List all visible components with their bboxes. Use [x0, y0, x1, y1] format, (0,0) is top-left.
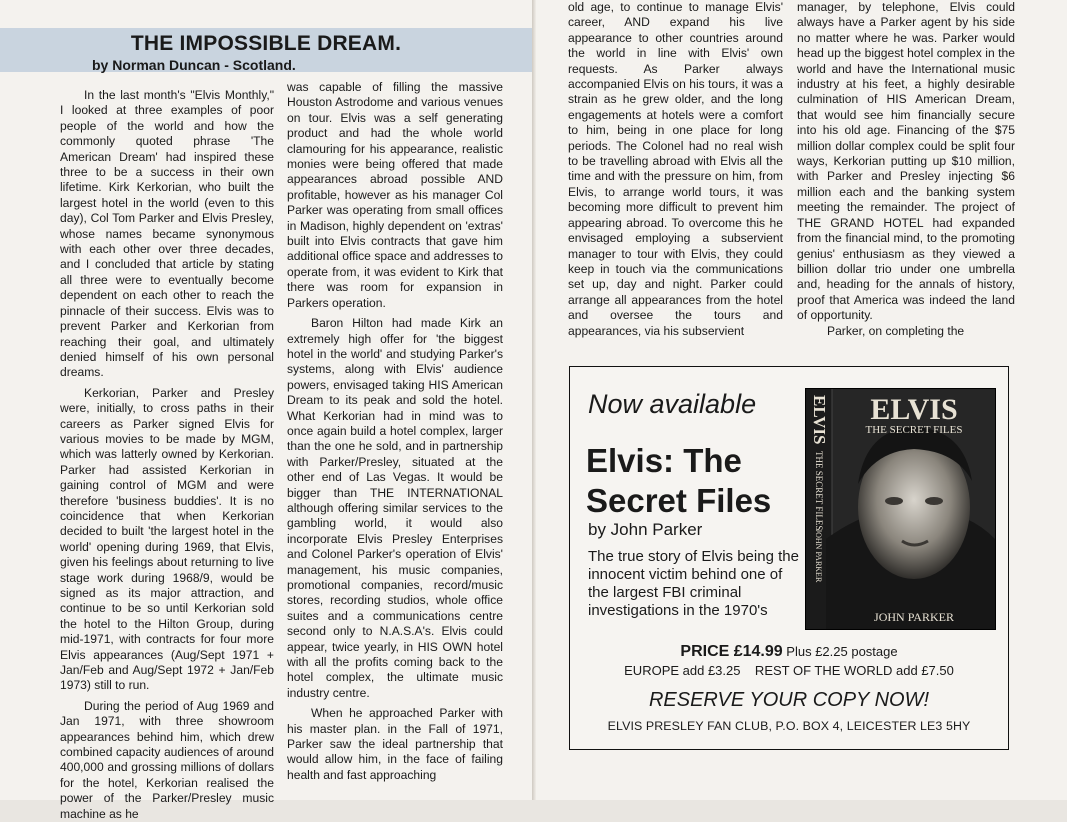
article-title: THE IMPOSSIBLE DREAM.	[130, 32, 402, 55]
paragraph: Kerkorian, Parker and Presley were, initially, to cross paths in their careers as Parker signed Elvis for various movies to be made by MGM, which was latterly owned by Kerkorian. Parker had assisted Kerkorian in gaining control of MGM and were therefore 'business buddies'. It is no coincidence that when Kerkorian decided to built 'the largest hotel in the world' opening during 1969, that Elvis, given his feelings about returning to live stage work during 1968/9, would be signed as its major attraction, and continue to be so until Kerkorian sold the hotel to the Hilton Group, during mid-1971, with contracts for four more Elvis appearances (Aug/Sept 1971 + Jan/Feb and Aug/Sept 1972 + Jan/Feb 1973) still to run.	[60, 385, 274, 693]
reserve-heading: RESERVE YOUR COPY NOW!	[648, 689, 930, 711]
postage-note: Plus £2.25 postage	[786, 644, 898, 659]
article-byline: by Norman Duncan - Scotland.	[92, 57, 296, 73]
article-column-3	[568, 0, 783, 339]
paragraph: Baron Hilton had made Kirk an extremely high offer for 'the biggest hotel in the world' and studying Parker's systems, along with Elvis' audience powers, envisaged taking HIS American Dream to its peak and sold the hotel. What Kerkorian had in mind was to once again build a hotel complex, larger than the one he sold, and in partnership with Parker/Presley, situated at the other end of Las Vegas. It would be bigger than THE INTERNATIONAL although offering similar services to the gambling world, it would also incorporate Elvis Presley Enterprises and Colonel Parker's operation of Elvis' management, his music companies, promotional companies, record/music stores, recording studios, whole office suites and a communications centre second only to N.A.S.A's. Elvis could appear, twice yearly, in HIS OWN hotel with all the profits coming back to the hotel complex, the ultimate music industry centre.	[287, 316, 503, 700]
paragraph: In the last month's "Elvis Monthly," I looked at three examples of poor people of the world and how the commonly quoted phrase 'The American Dream' had inspired these three to be a success in their own lifetime. Kirk Kerkorian, who built the largest hotel in the world (even to this day), Col Tom Parker and Elvis Presley, whose names became synonymous with each other over three decades, and I concluded that article by stating all three were to eventually become dependent on each other to reach the pinnacle of their success. Elvis was to prevent Parker and Kerkorian from reaching their goal, and ultimately denied himself of his own personal dreams.	[60, 88, 274, 380]
cover-author: JOHN PARKER	[874, 610, 954, 624]
shipping-rates: EUROPE add £3.25 REST OF THE WORLD add £7.50	[624, 663, 954, 678]
paragraph: old age, to continue to manage Elvis' career, AND expand his live appearance to other countries around the world in line with Elvis' own requests. As Parker always accompanied Elvis on his tours, it was a strain as he grew older, and the long engagements at hotels were a comfort to him, being in one place for long periods. The Colonel had no real wish to be travelling abroad with Elvis all the time and with the pressure on him, from Elvis, to arrange world tours, it was becoming more difficult to prevent him appearing abroad. To overcome this he envisaged employing a subservient manager to tour with Elvis, they could keep in touch via the communications set up, day and night. Parker could arrange all appearances from the hotel and oversee the tours and appearances, via his subservient	[568, 0, 783, 338]
now-available-heading: Now available	[588, 389, 757, 419]
cover-spine-author: JOHN PARKER	[814, 529, 823, 583]
cover-spine-subtitle: THE SECRET FILES	[814, 451, 824, 531]
cover-title: ELVIS	[870, 393, 958, 426]
book-title: Elvis: The Secret Files	[586, 442, 772, 519]
book-cover-image	[805, 388, 996, 630]
paragraph: manager, by telephone, Elvis could always have a Parker agent by his side no matter where he was. Parker would head up the biggest hotel complex in the world and have the International music industry at his feet, a highly desirable culmination of HIS American Dream, that would see him financially secure into his old age. Financing of the $75 million dollar complex could be split four ways, Kerkorian putting up $10 million, with Parker and Presley injecting $6 million each and the banking system meeting the remainder. The project of THE GRAND HOTEL had expanded from the financial mind, to the promoting genius' enthusiasm as they viewed a billion dollar trio under one umbrella and, heading for the annals of history, proof that America was indeed the land of opportunity.	[797, 0, 1015, 323]
fan-club-address: ELVIS PRESLEY FAN CLUB, P.O. BOX 4, LEICESTER LE3 5HY	[607, 719, 971, 733]
paragraph: When he approached Parker with his master plan. in the Fall of 1971, Parker saw the ideal partnership that would allow him, in the face of failing health and fast approaching	[287, 706, 503, 782]
left-page	[0, 0, 532, 821]
price-amount: PRICE £14.99	[680, 643, 783, 660]
paragraph: Parker, on completing the	[827, 323, 965, 338]
article-column-2	[287, 80, 503, 783]
price-line	[570, 643, 1008, 661]
book-advertisement	[569, 366, 1009, 750]
paragraph: was capable of filling the massive Houston Astrodome and various venues on tour. Elvis was a self generating product and had the whole world clamouring for his appearance, realistic monies were being offered that made appearances abroad possible AND profitable, however as his manager Col Parker was operating from small offices in Madison, highly dependent on 'extras' built into Elvis contracts that gave him additional office space and addresses to operate from, it was evident to Kirk that there was room for expansion in Parkers operation.	[287, 80, 503, 310]
book-description: The true story of Elvis being the innocent victim behind one of the largest FBI criminal investigations in the 1970's	[588, 548, 799, 619]
paragraph: During the period of Aug 1969 and Jan 1971, with three showroom appearances behind him, which drew combined capacity audiences of around 400,000 and grossing millions of dollars for the hotel, Kerkorian realised the power of the Parker/Presley music machine as he	[60, 698, 274, 821]
cover-subtitle: THE SECRET FILES	[865, 424, 963, 436]
book-author-line: by John Parker	[588, 520, 703, 539]
article-column-1	[60, 88, 274, 822]
article-column-4	[797, 0, 1015, 339]
cover-spine-title: ELVIS	[810, 395, 829, 445]
